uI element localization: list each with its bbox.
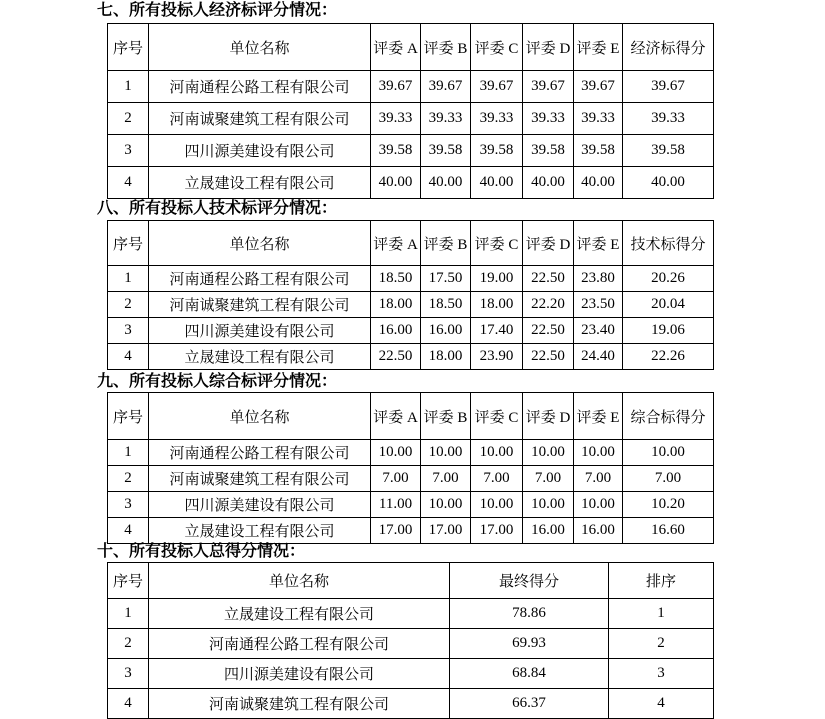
judge-d-cell: 39.33: [523, 103, 574, 135]
judge-d-cell: 40.00: [523, 167, 574, 199]
header-seq: 序号: [108, 393, 149, 440]
rank-cell: 4: [609, 689, 714, 719]
seq-cell: 1: [108, 71, 149, 103]
header-judge-a: 评委 A: [371, 393, 421, 440]
header-judge-b: 评委 B: [421, 221, 471, 266]
header-judge-a: 评委 A: [371, 221, 421, 266]
table-row: [108, 344, 714, 370]
header-judge-b: 评委 B: [421, 24, 471, 71]
judge-c-cell: 39.67: [471, 71, 523, 103]
company-cell: 河南诚聚建筑工程有限公司: [149, 292, 371, 318]
company-cell: 四川源美建设有限公司: [149, 659, 450, 689]
header-score: 经济标得分: [623, 24, 714, 71]
judge-c-cell: 17.40: [471, 318, 523, 344]
judge-e-cell: 23.80: [574, 266, 623, 292]
company-cell: 河南通程公路工程有限公司: [149, 71, 371, 103]
judge-c-cell: 40.00: [471, 167, 523, 199]
judge-a-cell: 17.00: [371, 518, 421, 544]
header-judge-c: 评委 C: [471, 24, 523, 71]
header-judge-e: 评委 E: [574, 24, 623, 71]
table-row: [108, 492, 714, 518]
header-judge-c: 评委 C: [471, 393, 523, 440]
judge-a-cell: 11.00: [371, 492, 421, 518]
company-cell: 河南通程公路工程有限公司: [149, 440, 371, 466]
company-cell: 四川源美建设有限公司: [149, 492, 371, 518]
judge-d-cell: 22.50: [523, 344, 574, 370]
company-cell: 四川源美建设有限公司: [149, 318, 371, 344]
judge-e-cell: 39.33: [574, 103, 623, 135]
score-cell: 20.04: [623, 292, 714, 318]
company-cell: 河南通程公路工程有限公司: [149, 629, 450, 659]
seq-cell: 3: [108, 135, 149, 167]
header-company: 单位名称: [149, 393, 371, 440]
judge-a-cell: 18.50: [371, 266, 421, 292]
score-cell: 10.20: [623, 492, 714, 518]
score-cell: 39.58: [623, 135, 714, 167]
judge-b-cell: 39.58: [421, 135, 471, 167]
judge-e-cell: 39.58: [574, 135, 623, 167]
seq-cell: 4: [108, 689, 149, 719]
table-row: [108, 466, 714, 492]
judge-c-cell: 19.00: [471, 266, 523, 292]
score-cell: 39.33: [623, 103, 714, 135]
judge-c-cell: 7.00: [471, 466, 523, 492]
judge-b-cell: 16.00: [421, 318, 471, 344]
judge-c-cell: 39.33: [471, 103, 523, 135]
judge-c-cell: 10.00: [471, 440, 523, 466]
judge-a-cell: 10.00: [371, 440, 421, 466]
judge-b-cell: 39.67: [421, 71, 471, 103]
header-company: 单位名称: [149, 221, 371, 266]
judge-a-cell: 39.58: [371, 135, 421, 167]
table-row: [108, 266, 714, 292]
table-row: [108, 599, 714, 629]
header-score: 综合标得分: [623, 393, 714, 440]
judge-c-cell: 23.90: [471, 344, 523, 370]
score-cell: 10.00: [623, 440, 714, 466]
seq-cell: 3: [108, 659, 149, 689]
judge-c-cell: 39.58: [471, 135, 523, 167]
company-cell: 立晟建设工程有限公司: [149, 518, 371, 544]
score-cell: 16.60: [623, 518, 714, 544]
table-row: [108, 518, 714, 544]
header-company: 单位名称: [149, 563, 450, 599]
judge-a-cell: 39.33: [371, 103, 421, 135]
judge-b-cell: 7.00: [421, 466, 471, 492]
judge-b-cell: 40.00: [421, 167, 471, 199]
judge-b-cell: 10.00: [421, 492, 471, 518]
judge-e-cell: 7.00: [574, 466, 623, 492]
section-economic-scores: [0, 2, 825, 199]
judge-a-cell: 18.00: [371, 292, 421, 318]
header-row: [108, 221, 714, 266]
judge-c-cell: 10.00: [471, 492, 523, 518]
header-seq: 序号: [108, 563, 149, 599]
judge-b-cell: 17.50: [421, 266, 471, 292]
header-company: 单位名称: [149, 24, 371, 71]
judge-e-cell: 23.40: [574, 318, 623, 344]
score-cell: 22.26: [623, 344, 714, 370]
technical-score-table: [107, 220, 714, 370]
table-row: [108, 689, 714, 719]
seq-cell: 3: [108, 318, 149, 344]
judge-d-cell: 22.50: [523, 318, 574, 344]
score-cell: 40.00: [623, 167, 714, 199]
company-cell: 四川源美建设有限公司: [149, 135, 371, 167]
section-technical-scores: [0, 200, 825, 370]
judge-d-cell: 16.00: [523, 518, 574, 544]
header-judge-c: 评委 C: [471, 221, 523, 266]
header-judge-d: 评委 D: [523, 393, 574, 440]
table-row: [108, 103, 714, 135]
header-row: [108, 563, 714, 599]
judge-d-cell: 22.20: [523, 292, 574, 318]
company-cell: 河南通程公路工程有限公司: [149, 266, 371, 292]
table-row: [108, 440, 714, 466]
judge-b-cell: 18.00: [421, 344, 471, 370]
judge-c-cell: 17.00: [471, 518, 523, 544]
economic-score-table: [107, 23, 714, 199]
judge-c-cell: 18.00: [471, 292, 523, 318]
score-cell: 20.26: [623, 266, 714, 292]
header-row: [108, 393, 714, 440]
judge-a-cell: 7.00: [371, 466, 421, 492]
seq-cell: 2: [108, 629, 149, 659]
score-cell: 39.67: [623, 71, 714, 103]
section-title-economic: 七、所有投标人经济标评分情况：: [97, 2, 338, 19]
header-score: 技术标得分: [623, 221, 714, 266]
seq-cell: 1: [108, 440, 149, 466]
table-row: [108, 318, 714, 344]
header-judge-b: 评委 B: [421, 393, 471, 440]
judge-d-cell: 39.67: [523, 71, 574, 103]
judge-e-cell: 10.00: [574, 492, 623, 518]
seq-cell: 2: [108, 103, 149, 135]
table-row: [108, 659, 714, 689]
judge-e-cell: 24.40: [574, 344, 623, 370]
header-judge-d: 评委 D: [523, 24, 574, 71]
section-title-total: 十、所有投标人总得分情况：: [97, 543, 306, 560]
header-seq: 序号: [108, 24, 149, 71]
rank-cell: 3: [609, 659, 714, 689]
seq-cell: 4: [108, 518, 149, 544]
section-comprehensive-scores: [0, 373, 825, 544]
table-row: [108, 629, 714, 659]
seq-cell: 4: [108, 344, 149, 370]
comprehensive-score-table: [107, 392, 714, 544]
header-judge-a: 评委 A: [371, 24, 421, 71]
table-row: [108, 71, 714, 103]
header-judge-e: 评委 E: [574, 393, 623, 440]
section-total-scores: [0, 543, 825, 719]
table-row: [108, 135, 714, 167]
judge-d-cell: 39.58: [523, 135, 574, 167]
judge-b-cell: 39.33: [421, 103, 471, 135]
section-title-comprehensive: 九、所有投标人综合标评分情况：: [97, 373, 338, 390]
score-cell: 19.06: [623, 318, 714, 344]
judge-a-cell: 39.67: [371, 71, 421, 103]
judge-d-cell: 7.00: [523, 466, 574, 492]
judge-a-cell: 22.50: [371, 344, 421, 370]
company-cell: 立晟建设工程有限公司: [149, 344, 371, 370]
judge-e-cell: 10.00: [574, 440, 623, 466]
judge-e-cell: 39.67: [574, 71, 623, 103]
seq-cell: 4: [108, 167, 149, 199]
seq-cell: 1: [108, 599, 149, 629]
seq-cell: 1: [108, 266, 149, 292]
header-rank: 排序: [609, 563, 714, 599]
header-final-score: 最终得分: [450, 563, 609, 599]
seq-cell: 2: [108, 292, 149, 318]
company-cell: 河南诚聚建筑工程有限公司: [149, 466, 371, 492]
table-row: [108, 292, 714, 318]
final-score-cell: 66.37: [450, 689, 609, 719]
judge-d-cell: 10.00: [523, 440, 574, 466]
rank-cell: 2: [609, 629, 714, 659]
section-title-technical: 八、所有投标人技术标评分情况：: [97, 200, 338, 217]
judge-a-cell: 16.00: [371, 318, 421, 344]
header-judge-e: 评委 E: [574, 221, 623, 266]
rank-cell: 1: [609, 599, 714, 629]
header-judge-d: 评委 D: [523, 221, 574, 266]
final-score-cell: 69.93: [450, 629, 609, 659]
header-row: [108, 24, 714, 71]
judge-d-cell: 10.00: [523, 492, 574, 518]
judge-b-cell: 17.00: [421, 518, 471, 544]
company-cell: 河南诚聚建筑工程有限公司: [149, 689, 450, 719]
final-score-cell: 68.84: [450, 659, 609, 689]
judge-d-cell: 22.50: [523, 266, 574, 292]
company-cell: 立晟建设工程有限公司: [149, 599, 450, 629]
final-score-cell: 78.86: [450, 599, 609, 629]
seq-cell: 3: [108, 492, 149, 518]
judge-e-cell: 16.00: [574, 518, 623, 544]
table-row: [108, 167, 714, 199]
judge-b-cell: 18.50: [421, 292, 471, 318]
judge-e-cell: 23.50: [574, 292, 623, 318]
judge-b-cell: 10.00: [421, 440, 471, 466]
header-seq: 序号: [108, 221, 149, 266]
score-cell: 7.00: [623, 466, 714, 492]
company-cell: 立晟建设工程有限公司: [149, 167, 371, 199]
judge-a-cell: 40.00: [371, 167, 421, 199]
total-score-table: [107, 562, 714, 719]
judge-e-cell: 40.00: [574, 167, 623, 199]
seq-cell: 2: [108, 466, 149, 492]
company-cell: 河南诚聚建筑工程有限公司: [149, 103, 371, 135]
